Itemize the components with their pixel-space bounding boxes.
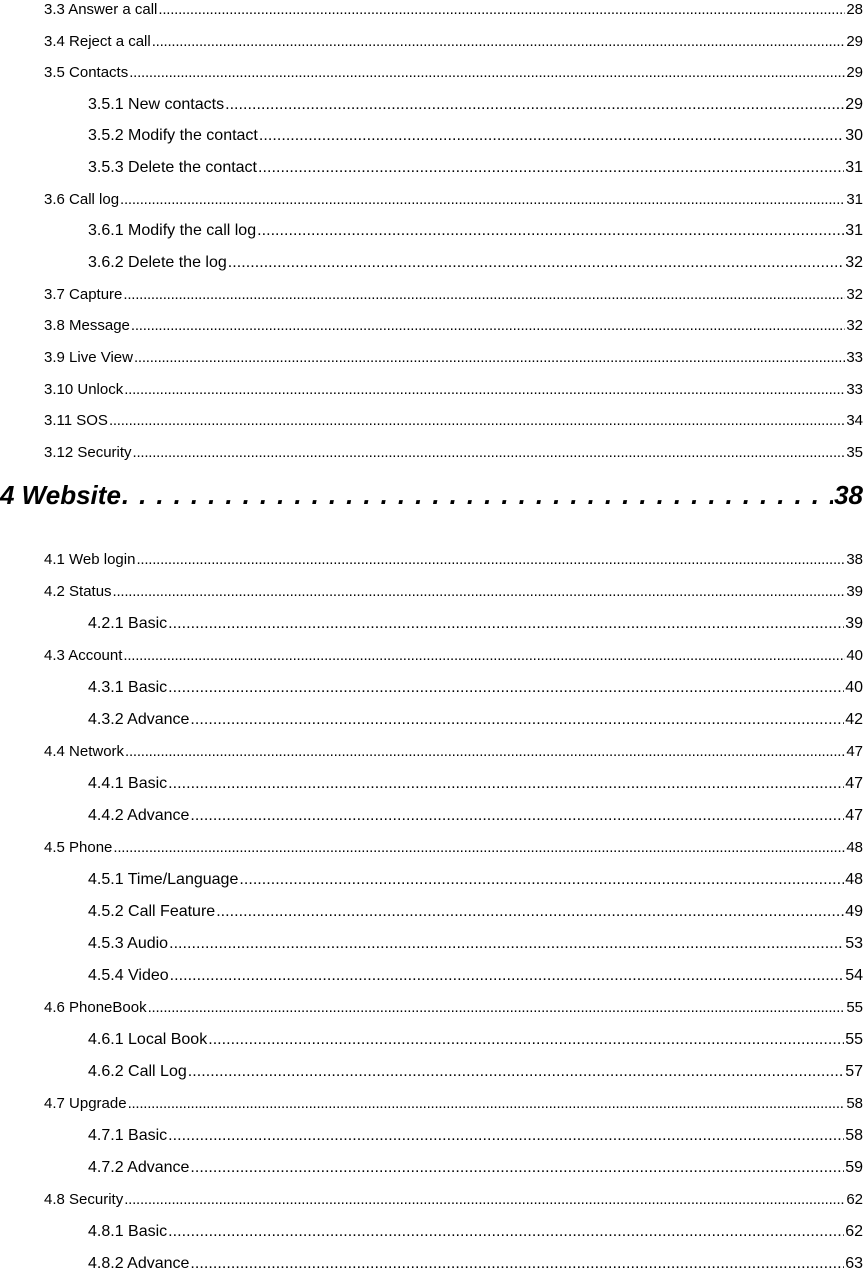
toc-entry-label: 4.8.2 Advance xyxy=(88,1255,190,1272)
dot-leader xyxy=(190,1254,844,1274)
toc-entry-3-3[interactable] xyxy=(44,0,863,20)
dot-leader xyxy=(168,678,844,698)
toc-entry-page: 39 xyxy=(845,615,863,632)
dot-leader xyxy=(113,582,846,602)
toc-entry-label: 3.8 Message xyxy=(44,317,130,334)
toc-entry-4-8-1[interactable] xyxy=(88,1222,863,1242)
toc-entry-label: 4.2 Status xyxy=(44,583,112,600)
dot-leader xyxy=(129,63,845,83)
dot-leader xyxy=(152,32,846,52)
dot-leader xyxy=(122,478,833,512)
toc-entry-4-5-2[interactable] xyxy=(88,902,863,922)
toc-entry-page: 62 xyxy=(845,1223,863,1240)
toc-entry-label: 3.4 Reject a call xyxy=(44,33,151,50)
dot-leader xyxy=(170,966,845,986)
dot-leader xyxy=(190,1158,844,1178)
toc-entry-4-3-1[interactable] xyxy=(88,678,863,698)
toc-entry-page: 55 xyxy=(846,999,863,1016)
toc-entry-page: 34 xyxy=(846,412,863,429)
dot-leader xyxy=(190,710,844,730)
toc-entry-label: 4 Website xyxy=(0,480,121,510)
toc-entry-page: 54 xyxy=(845,967,863,984)
toc-entry-label: 4.7.1 Basic xyxy=(88,1127,168,1144)
toc-entry-page: 40 xyxy=(845,679,863,696)
toc-entry-page: 33 xyxy=(846,349,863,366)
toc-entry-4-5-3[interactable] xyxy=(88,934,863,954)
toc-entry-page: 31 xyxy=(846,191,863,208)
toc-entry-4-2-1[interactable] xyxy=(88,614,863,634)
toc-entry-3-5-2[interactable] xyxy=(88,126,863,146)
toc-entry-4-7-1[interactable] xyxy=(88,1126,863,1146)
toc-entry-3-12[interactable] xyxy=(44,443,863,463)
toc-entry-page: 31 xyxy=(845,222,863,239)
toc-entry-label: 3.3 Answer a call xyxy=(44,1,158,18)
toc-entry-3-5[interactable] xyxy=(44,63,863,83)
toc-entry-page: 47 xyxy=(846,743,863,760)
toc-entry-4-3[interactable] xyxy=(44,646,863,666)
toc-entry-4-7[interactable] xyxy=(44,1094,863,1114)
toc-entry-label: 4.4.2 Advance xyxy=(88,807,190,824)
toc-entry-page: 48 xyxy=(846,839,863,856)
dot-leader xyxy=(168,614,844,634)
toc-entry-3-7[interactable] xyxy=(44,285,863,305)
toc-entry-4-4-1[interactable] xyxy=(88,774,863,794)
dot-leader xyxy=(168,1126,844,1146)
toc-entry-3-6[interactable] xyxy=(44,190,863,210)
toc-entry-3-5-1[interactable] xyxy=(88,95,863,115)
toc-entry-page: 55 xyxy=(845,1031,863,1048)
toc-entry-label: 4.8 Security xyxy=(44,1191,124,1208)
toc-entry-4-8[interactable] xyxy=(44,1190,863,1210)
dot-leader xyxy=(134,348,845,368)
toc-entry-page: 58 xyxy=(846,1095,863,1112)
toc-entry-label: 4.5.4 Video xyxy=(88,967,169,984)
dot-leader xyxy=(190,806,844,826)
toc-entry-3-10[interactable] xyxy=(44,380,863,400)
toc-entry-4-3-2[interactable] xyxy=(88,710,863,730)
toc-entry-label: 4.5.3 Audio xyxy=(88,935,169,952)
toc-entry-4-5-4[interactable] xyxy=(88,966,863,986)
toc-entry-label: 3.5.3 Delete the contact xyxy=(88,159,257,176)
toc-entry-page: 53 xyxy=(845,935,863,952)
toc-entry-page: 38 xyxy=(834,480,863,510)
dot-leader xyxy=(188,1062,844,1082)
toc-entry-label: 4.4.1 Basic xyxy=(88,775,168,792)
toc-entry-3-11[interactable] xyxy=(44,411,863,431)
dot-leader xyxy=(123,285,845,305)
dot-leader xyxy=(258,158,844,178)
dot-leader xyxy=(113,838,845,858)
toc-entry-label: 3.10 Unlock xyxy=(44,381,124,398)
toc-entry-page: 42 xyxy=(845,711,863,728)
toc-entry-label: 4.6.2 Call Log xyxy=(88,1063,187,1080)
toc-entry-4-2[interactable] xyxy=(44,582,863,602)
toc-entry-3-6-1[interactable] xyxy=(88,221,863,241)
toc-entry-label: 3.5.2 Modify the contact xyxy=(88,127,258,144)
toc-entry-3-4[interactable] xyxy=(44,32,863,52)
toc-entry-label: 4.7.2 Advance xyxy=(88,1159,190,1176)
dot-leader xyxy=(125,742,845,762)
toc-entry-label: 3.7 Capture xyxy=(44,286,123,303)
toc-entry-4-4-2[interactable] xyxy=(88,806,863,826)
toc-entry-page: 40 xyxy=(846,647,863,664)
toc-entry-page: 47 xyxy=(845,775,863,792)
toc-entry-page: 48 xyxy=(845,871,863,888)
toc-entry-page: 32 xyxy=(845,254,863,271)
dot-leader xyxy=(128,1094,846,1114)
dot-leader xyxy=(109,411,845,431)
dot-leader xyxy=(148,998,846,1018)
toc-entry-label: 4.2.1 Basic xyxy=(88,615,168,632)
toc-entry-4-5[interactable] xyxy=(44,838,863,858)
toc-entry-4-4[interactable] xyxy=(44,742,863,762)
toc-entry-3-8[interactable] xyxy=(44,316,863,336)
toc-entry-label: 4.3.1 Basic xyxy=(88,679,168,696)
toc-entry-label: 4.3.2 Advance xyxy=(88,711,190,728)
toc-entry-4-5-1[interactable] xyxy=(88,870,863,890)
toc-entry-label: 4.7 Upgrade xyxy=(44,1095,127,1112)
dot-leader xyxy=(257,221,844,241)
toc-entry-page: 30 xyxy=(845,127,863,144)
toc-entry-label: 4.1 Web login xyxy=(44,551,136,568)
toc-entry-label: 4.4 Network xyxy=(44,743,125,760)
toc-entry-page: 63 xyxy=(845,1255,863,1272)
dot-leader xyxy=(208,1030,844,1050)
dot-leader xyxy=(225,95,844,115)
toc-entry-4-1[interactable] xyxy=(44,550,863,570)
toc-entry-4-8-2[interactable] xyxy=(88,1254,863,1274)
toc-entry-page: 47 xyxy=(845,807,863,824)
toc-chapter-4[interactable] xyxy=(0,478,863,512)
dot-leader xyxy=(120,190,845,210)
toc-entry-label: 3.6.2 Delete the log xyxy=(88,254,227,271)
toc-entry-page: 35 xyxy=(846,444,863,461)
dot-leader xyxy=(123,646,845,666)
dot-leader xyxy=(168,774,844,794)
toc-entry-label: 4.5.2 Call Feature xyxy=(88,903,216,920)
toc-entry-label: 3.9 Live View xyxy=(44,349,133,366)
toc-entry-page: 32 xyxy=(846,317,863,334)
toc-entry-label: 4.6.1 Local Book xyxy=(88,1031,208,1048)
toc-entry-page: 29 xyxy=(845,96,863,113)
toc-entry-page: 59 xyxy=(845,1159,863,1176)
dot-leader xyxy=(169,934,844,954)
toc-entry-3-9[interactable] xyxy=(44,348,863,368)
dot-leader xyxy=(136,550,845,570)
toc-entry-page: 29 xyxy=(846,33,863,50)
dot-leader xyxy=(216,902,844,922)
toc-entry-page: 58 xyxy=(845,1127,863,1144)
dot-leader xyxy=(158,0,845,20)
toc-entry-page: 32 xyxy=(846,286,863,303)
dot-leader xyxy=(133,443,846,463)
toc-entry-page: 49 xyxy=(845,903,863,920)
toc-entry-page: 62 xyxy=(846,1191,863,1208)
toc-entry-3-5-3[interactable] xyxy=(88,158,863,178)
toc-entry-label: 4.3 Account xyxy=(44,647,123,664)
toc-entry-label: 4.8.1 Basic xyxy=(88,1223,168,1240)
toc-entry-4-6-1[interactable] xyxy=(88,1030,863,1050)
dot-leader xyxy=(131,316,845,336)
dot-leader xyxy=(259,126,844,146)
toc-entry-4-6-2[interactable] xyxy=(88,1062,863,1082)
toc-entry-label: 4.6 PhoneBook xyxy=(44,999,147,1016)
dot-leader xyxy=(124,380,845,400)
toc-entry-page: 57 xyxy=(845,1063,863,1080)
toc-entry-label: 3.6 Call log xyxy=(44,191,120,208)
toc-entry-page: 39 xyxy=(846,583,863,600)
dot-leader xyxy=(228,253,844,273)
toc-entry-4-6[interactable] xyxy=(44,998,863,1018)
toc-entry-page: 33 xyxy=(846,381,863,398)
toc-entry-label: 3.12 Security xyxy=(44,444,132,461)
dot-leader xyxy=(168,1222,844,1242)
toc-entry-page: 38 xyxy=(846,551,863,568)
toc-entry-label: 4.5 Phone xyxy=(44,839,113,856)
toc-entry-label: 4.5.1 Time/Language xyxy=(88,871,239,888)
toc-entry-4-7-2[interactable] xyxy=(88,1158,863,1178)
toc-entry-3-6-2[interactable] xyxy=(88,253,863,273)
toc-entry-page: 31 xyxy=(845,159,863,176)
toc-entry-label: 3.5.1 New contacts xyxy=(88,96,225,113)
toc-entry-label: 3.6.1 Modify the call log xyxy=(88,222,257,239)
toc-entry-page: 29 xyxy=(846,64,863,81)
toc-entry-label: 3.11 SOS xyxy=(44,412,108,429)
dot-leader xyxy=(124,1190,845,1210)
toc-entry-page: 28 xyxy=(846,1,863,18)
toc-entry-label: 3.5 Contacts xyxy=(44,64,129,81)
dot-leader xyxy=(239,870,844,890)
